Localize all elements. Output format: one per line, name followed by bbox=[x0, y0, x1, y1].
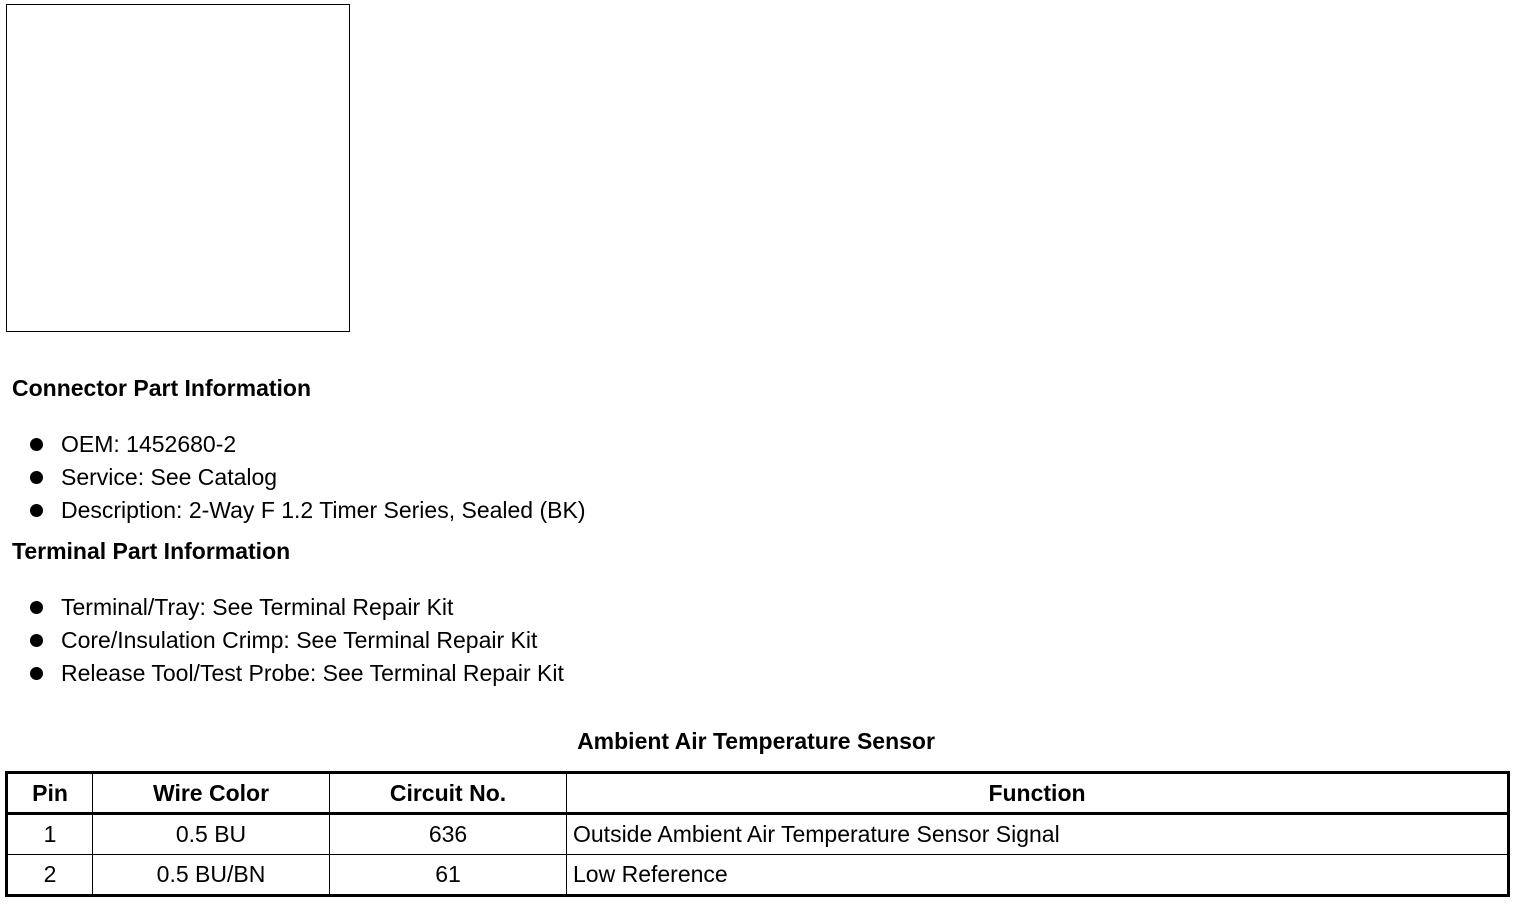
header-circuit-no: Circuit No. bbox=[330, 773, 567, 814]
bullet-icon bbox=[30, 667, 43, 680]
pinout-table bbox=[5, 771, 1510, 897]
list-item-text: Service: See Catalog bbox=[61, 464, 278, 490]
list-item bbox=[30, 657, 564, 690]
bullet-icon bbox=[30, 601, 43, 614]
list-item bbox=[30, 624, 564, 657]
connector-part-info-list bbox=[30, 428, 586, 527]
header-function: Function bbox=[567, 773, 1509, 814]
list-item-text: OEM: 1452680-2 bbox=[61, 431, 237, 457]
cell-function: Outside Ambient Air Temperature Sensor Signal bbox=[567, 814, 1509, 855]
terminal-part-info-heading: Terminal Part Information bbox=[12, 538, 291, 564]
header-wire-color: Wire Color bbox=[93, 773, 330, 814]
list-item bbox=[30, 494, 586, 527]
cell-pin: 1 bbox=[7, 814, 93, 855]
bullet-icon bbox=[30, 504, 43, 517]
bullet-icon bbox=[30, 471, 43, 484]
list-item-text: Core/Insulation Crimp: See Terminal Repair Kit bbox=[61, 627, 538, 653]
connector-image-placeholder bbox=[6, 4, 350, 332]
bullet-icon bbox=[30, 438, 43, 451]
cell-wire-color: 0.5 BU bbox=[93, 814, 330, 855]
bullet-icon bbox=[30, 634, 43, 647]
list-item-text: Description: 2-Way F 1.2 Timer Series, Sealed (BK) bbox=[61, 497, 586, 523]
table-title: Ambient Air Temperature Sensor bbox=[577, 728, 935, 754]
terminal-part-info-list bbox=[30, 591, 564, 690]
list-item bbox=[30, 428, 586, 461]
header-pin: Pin bbox=[7, 773, 93, 814]
list-item bbox=[30, 461, 586, 494]
list-item-text: Terminal/Tray: See Terminal Repair Kit bbox=[61, 594, 454, 620]
cell-circuit-no: 636 bbox=[330, 814, 567, 855]
list-item-text: Release Tool/Test Probe: See Terminal Repair Kit bbox=[61, 660, 564, 686]
list-item bbox=[30, 591, 564, 624]
cell-function: Low Reference bbox=[567, 855, 1509, 896]
table-row bbox=[7, 855, 1509, 896]
connector-part-info-heading: Connector Part Information bbox=[12, 375, 312, 401]
cell-circuit-no: 61 bbox=[330, 855, 567, 896]
cell-wire-color: 0.5 BU/BN bbox=[93, 855, 330, 896]
table-header-row bbox=[7, 773, 1509, 814]
table-row bbox=[7, 814, 1509, 855]
cell-pin: 2 bbox=[7, 855, 93, 896]
